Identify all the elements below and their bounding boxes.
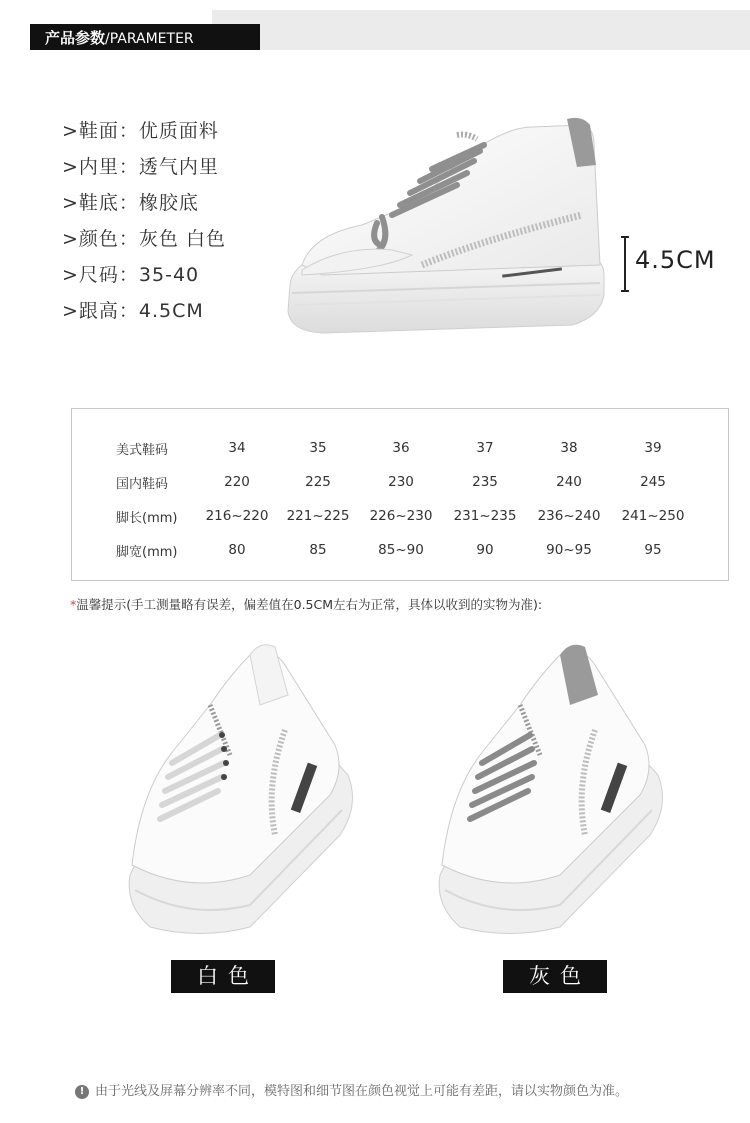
spec-size: >尺码：35-40 [62, 264, 200, 286]
size-cell: 36 [392, 440, 410, 456]
size-cell: 225 [305, 474, 331, 490]
size-cell: 241~250 [621, 508, 685, 524]
size-cell: 85~90 [378, 542, 424, 558]
size-row-us [72, 439, 728, 459]
spec-list [62, 118, 226, 334]
size-cell: 95 [644, 542, 662, 558]
note-asterisk: * [70, 597, 77, 612]
size-cell: 245 [640, 474, 666, 490]
size-cell: 80 [228, 542, 246, 558]
size-row-label: 国内鞋码 [116, 477, 169, 492]
header-gray-band [212, 10, 750, 50]
size-row-cn [72, 473, 728, 493]
size-cell: 216~220 [205, 508, 269, 524]
shoe-gray-image [420, 635, 680, 945]
size-cell: 38 [560, 440, 578, 456]
note-text: 温馨提示(手工测量略有误差，偏差值在0.5CM左右为正常，具体以收到的实物为准): [76, 597, 543, 612]
spec-upper: >鞋面：优质面料 [62, 120, 219, 142]
size-cell: 240 [556, 474, 582, 490]
size-cell: 236~240 [537, 508, 601, 524]
spec-color: >颜色：灰色 白色 [62, 228, 226, 250]
size-cell: 85 [309, 542, 327, 558]
title-cn: 产品参数 [45, 29, 106, 47]
footer-text: 由于光线及屏幕分辨率不同，模特图和细节图在颜色视觉上可能有差距，请以实物颜色为准。 [95, 1084, 629, 1099]
color-tag-gray: 灰色 [503, 960, 607, 993]
size-row-foot-length [72, 507, 728, 527]
size-cell: 231~235 [453, 508, 517, 524]
size-row-foot-width [72, 541, 728, 561]
size-row-label: 脚宽(mm) [116, 545, 178, 560]
footer-disclaimer [75, 1080, 628, 1099]
size-cell: 220 [224, 474, 250, 490]
title-separator: / [105, 31, 110, 47]
size-cell: 35 [309, 440, 327, 456]
size-cell: 34 [228, 440, 246, 456]
size-cell: 39 [644, 440, 662, 456]
size-cell: 37 [476, 440, 494, 456]
heel-height-label: 4.5CM [635, 246, 716, 274]
size-cell: 235 [472, 474, 498, 490]
size-cell: 90 [476, 542, 494, 558]
size-row-label: 脚长(mm) [116, 511, 178, 526]
spec-sole: >鞋底：橡胶底 [62, 192, 199, 214]
shoe-white-image [110, 635, 370, 945]
shoe-side-image [282, 105, 612, 345]
page-title [45, 27, 194, 49]
heel-height-bracket [620, 236, 630, 292]
title-en: PARAMETER [109, 31, 194, 47]
warning-icon: ! [75, 1085, 89, 1099]
spec-heel: >跟高：4.5CM [62, 300, 204, 322]
size-row-label: 美式鞋码 [116, 443, 169, 458]
size-cell: 230 [388, 474, 414, 490]
size-cell: 221~225 [286, 508, 350, 524]
size-table [71, 408, 729, 581]
size-cell: 90~95 [546, 542, 592, 558]
size-cell: 226~230 [369, 508, 433, 524]
color-tag-white: 白色 [171, 960, 275, 993]
measurement-note [70, 595, 542, 613]
spec-lining: >内里：透气内里 [62, 156, 219, 178]
